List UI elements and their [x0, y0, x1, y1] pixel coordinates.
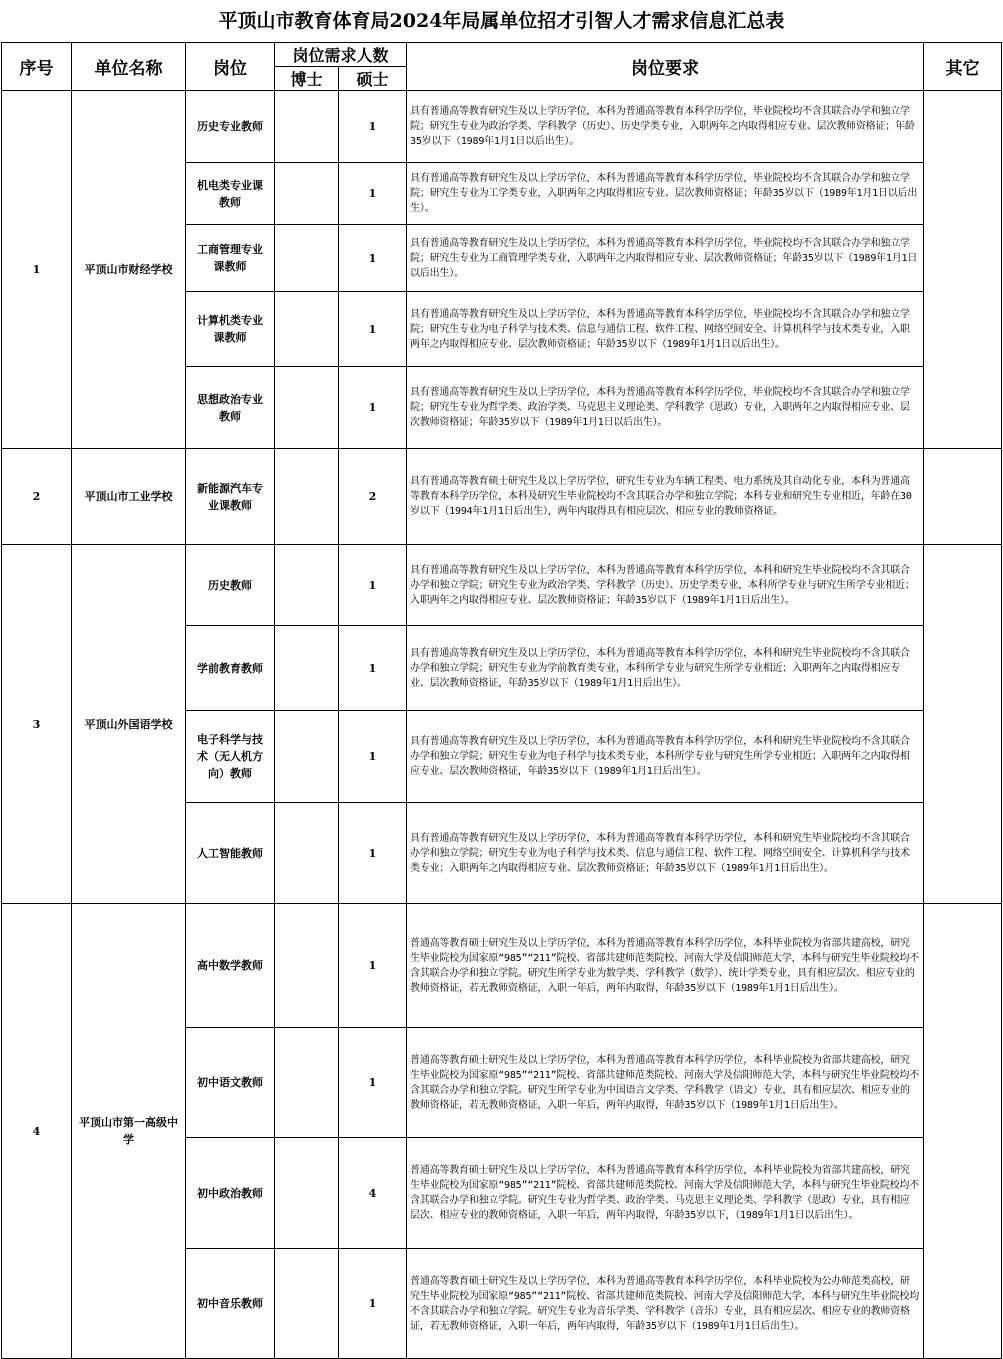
- post-name: 机电类专业课教师: [186, 163, 275, 225]
- table-row: [2, 904, 1002, 1028]
- master-count: 1: [339, 1028, 407, 1138]
- phd-count: [275, 449, 339, 545]
- phd-count: [275, 626, 339, 711]
- table-row: [2, 91, 1002, 163]
- unit-name: 平顶山市财经学校: [72, 91, 186, 449]
- post-requirement: 普通高等教育硕士研究生及以上学历学位，本科为普通高等教育本科学历学位，本科毕业院校为省部共建高校，研究生毕业院校为国家原“985”“211”院校、省部共建师范类院校、河南大学及信阳师范大学，本科与研究生毕业院校均不含其联合办学和独立学院。研究生所学专业为中国语言文学类、学科教学（语文）专业，具有相应层次、相应专业的教师资格证，若无教师资格证，入职一年后，两年内取得，年龄35岁以下（1989年1月1日后出生）。: [407, 1028, 924, 1138]
- master-count: 1: [339, 91, 407, 163]
- post-requirement: 具有普通高等教育研究生及以上学历学位，本科为普通高等教育本科学历学位，毕业院校均不含其联合办学和独立学院；研究生专业为工学类专业，入职两年之内取得相应专业、层次教师资格证；年龄35岁以下（1989年1月1日以后出生）。: [407, 163, 924, 225]
- post-name: 思想政治专业教师: [186, 367, 275, 449]
- header-phd: 博士: [275, 67, 339, 91]
- post-name: 人工智能教师: [186, 803, 275, 904]
- recruitment-table: [1, 42, 1002, 1359]
- master-count: 1: [339, 626, 407, 711]
- master-count: 1: [339, 711, 407, 803]
- unit-other: [924, 91, 1002, 449]
- post-requirement: 具有普通高等教育研究生及以上学历学位，本科为普通高等教育本科学历学位，毕业院校均不含其联合办学和独立学院；研究生专业为政治学类、学科教学（历史）、历史学类专业，入职两年之内取得相应专业、层次教师资格证；年龄35岁以下（1989年1月1日以后出生）。: [407, 91, 924, 163]
- master-count: 1: [339, 803, 407, 904]
- header-demand: 岗位需求人数: [275, 43, 407, 67]
- unit-name: 平顶山市工业学校: [72, 449, 186, 545]
- header-unit: 单位名称: [72, 43, 186, 91]
- post-name: 初中语文教师: [186, 1028, 275, 1138]
- master-count: 1: [339, 163, 407, 225]
- post-requirement: 具有普通高等教育研究生及以上学历学位，本科为普通高等教育本科学历学位，本科和研究生毕业院校均不含其联合办学和独立学院；研究生专业为政治学类、学科教学（历史）、历史学类专业，本科所学专业与研究生所学专业相近；入职两年之内取得相应专业、层次教师资格证；年龄35岁以下（1989年1月1日后出生）。: [407, 545, 924, 626]
- phd-count: [275, 367, 339, 449]
- phd-count: [275, 711, 339, 803]
- phd-count: [275, 904, 339, 1028]
- unit-seq: 3: [2, 545, 72, 904]
- table-row: [2, 449, 1002, 545]
- post-name: 历史教师: [186, 545, 275, 626]
- unit-name: 平顶山市第一高级中学: [72, 904, 186, 1359]
- unit-name: 平顶山外国语学校: [72, 545, 186, 904]
- post-name: 初中政治教师: [186, 1138, 275, 1249]
- post-requirement: 具有普通高等教育研究生及以上学历学位，本科为普通高等教育本科学历学位，毕业院校均不含其联合办学和独立学院；研究生专业为哲学类、政治学类、马克思主义理论类、学科教学（思政）专业，入职两年之内取得相应专业、层次教师资格证；年龄35岁以下（1989年1月1日以后出生）。: [407, 367, 924, 449]
- post-name: 历史专业教师: [186, 91, 275, 163]
- master-count: 1: [339, 1249, 407, 1359]
- post-requirement: 具有普通高等教育研究生及以上学历学位，本科为普通高等教育本科学历学位，本科和研究生毕业院校均不含其联合办学和独立学院；研究生专业为学前教育类专业，本科所学专业与研究生所学专业相近；入职两年之内取得相应专业、层次教师资格证，年龄35岁以下（1989年1月1日后出生）。: [407, 626, 924, 711]
- table-title: 平顶山市教育体育局2024年局属单位招才引智人才需求信息汇总表: [218, 10, 785, 32]
- phd-count: [275, 91, 339, 163]
- phd-count: [275, 803, 339, 904]
- unit-other: [924, 545, 1002, 904]
- unit-seq: 2: [2, 449, 72, 545]
- post-requirement: 具有普通高等教育研究生及以上学历学位，本科为普通高等教育本科学历学位，本科和研究生毕业院校均不含其联合办学和独立学院；研究生专业为电子科学与技术类、信息与通信工程、软件工程、网络空间安全、计算机科学与技术类专业；入职两年之内取得相应专业、层次教师资格证；年龄35岁以下（1989年1月1日后出生）。: [407, 803, 924, 904]
- header-seq: 序号: [2, 43, 72, 91]
- phd-count: [275, 1138, 339, 1249]
- master-count: 1: [339, 292, 407, 367]
- post-name: 高中数学教师: [186, 904, 275, 1028]
- master-count: 1: [339, 545, 407, 626]
- master-count: 2: [339, 449, 407, 545]
- post-requirement: 普通高等教育硕士研究生及以上学历学位，本科为普通高等教育本科学历学位，本科毕业院校为省部共建高校，研究生毕业院校为国家原“985”“211”院校、省部共建师范类院校、河南大学及信阳师范大学，本科与研究生毕业院校均不含其联合办学和独立学院。研究生所学专业为数学类、学科教学（数学）、统计学类专业，具有相应层次、相应专业的教师资格证，若无教师资格证，入职一年后，两年内取得，年龄35岁以下（1989年1月1日后出生）。: [407, 904, 924, 1028]
- phd-count: [275, 1249, 339, 1359]
- unit-seq: 4: [2, 904, 72, 1359]
- post-requirement: 具有普通高等教育硕士研究生及以上学历学位，研究生专业为车辆工程类、电力系统及其自动化专业，本科为普通高等教育本科学历学位，本科及研究生毕业院校均不含其联合办学和独立学院；本科专业和研究生专业相近，年龄在30岁以下（1994年1月1日后出生），两年内取得具有相应层次、相应专业的教师资格证。: [407, 449, 924, 545]
- post-requirement: 具有普通高等教育研究生及以上学历学位，本科为普通高等教育本科学历学位，毕业院校均不含其联合办学和独立学院；研究生专业为工商管理学类专业，入职两年之内取得相应专业、层次教师资格证；年龄35岁以下（1989年1月1日以后出生）。: [407, 225, 924, 292]
- unit-other: [924, 449, 1002, 545]
- master-count: 4: [339, 1138, 407, 1249]
- post-requirement: 具有普通高等教育研究生及以上学历学位，本科为普通高等教育本科学历学位，毕业院校均不含其联合办学和独立学院；研究生专业为电子科学与技术类、信息与通信工程、软件工程、网络空间安全、计算机科学与技术类专业，入职两年之内取得相应专业、层次教师资格证；年龄35岁以下（1989年1月1日以后出生）。: [407, 292, 924, 367]
- post-requirement: 具有普通高等教育研究生及以上学历学位，本科为普通高等教育本科学历学位，本科和研究生毕业院校均不含其联合办学和独立学院；研究生专业为电子科学与技术类专业，本科所学专业与研究生所学专业相近；入职两年之内取得相应专业、层次教师资格证，年龄35岁以下（1989年1月1日后出生）。: [407, 711, 924, 803]
- post-name: 新能源汽车专业课教师: [186, 449, 275, 545]
- phd-count: [275, 225, 339, 292]
- header-other: 其它: [924, 43, 1002, 91]
- phd-count: [275, 545, 339, 626]
- phd-count: [275, 1028, 339, 1138]
- header-master: 硕士: [339, 67, 407, 91]
- master-count: 1: [339, 225, 407, 292]
- master-count: 1: [339, 367, 407, 449]
- table-row: [2, 545, 1002, 626]
- post-name: 工商管理专业课教师: [186, 225, 275, 292]
- post-name: 初中音乐教师: [186, 1249, 275, 1359]
- phd-count: [275, 163, 339, 225]
- unit-other: [924, 904, 1002, 1359]
- header-post: 岗位: [186, 43, 275, 91]
- table-body: [2, 91, 1002, 1359]
- unit-seq: 1: [2, 91, 72, 449]
- post-requirement: 普通高等教育硕士研究生及以上学历学位，本科为普通高等教育本科学历学位，本科毕业院校为公办师范类高校，研究生毕业院校为国家原“985”“211”院校、省部共建师范类院校、河南大学及信阳师范大学，本科与研究生毕业院校均不含其联合办学和独立学院。研究生专业为音乐学类、学科教学（音乐）专业，具有相应层次、相应专业的教师资格证，若无教师资格证，入职一年后，两年内取得，年龄35岁以下（1989年1月1日后出生）。: [407, 1249, 924, 1359]
- phd-count: [275, 292, 339, 367]
- master-count: 1: [339, 904, 407, 1028]
- post-name: 学前教育教师: [186, 626, 275, 711]
- post-name: 电子科学与技术（无人机方向）教师: [186, 711, 275, 803]
- post-requirement: 普通高等教育硕士研究生及以上学历学位，本科为普通高等教育本科学历学位，本科毕业院校为省部共建高校，研究生毕业院校为国家原“985”“211”院校、省部共建师范类院校、河南大学及信阳师范大学，本科与研究生毕业院校均不含其联合办学和独立学院。研究生专业为哲学类、政治学类、马克思主义理论类、学科教学（思政）专业，具有相应层次、相应专业的教师资格证，入职一年后，两年内取得，年龄35岁以下，（1989年1月1日以后出生）。: [407, 1138, 924, 1249]
- post-name: 计算机类专业课教师: [186, 292, 275, 367]
- header-requirement: 岗位要求: [407, 43, 924, 91]
